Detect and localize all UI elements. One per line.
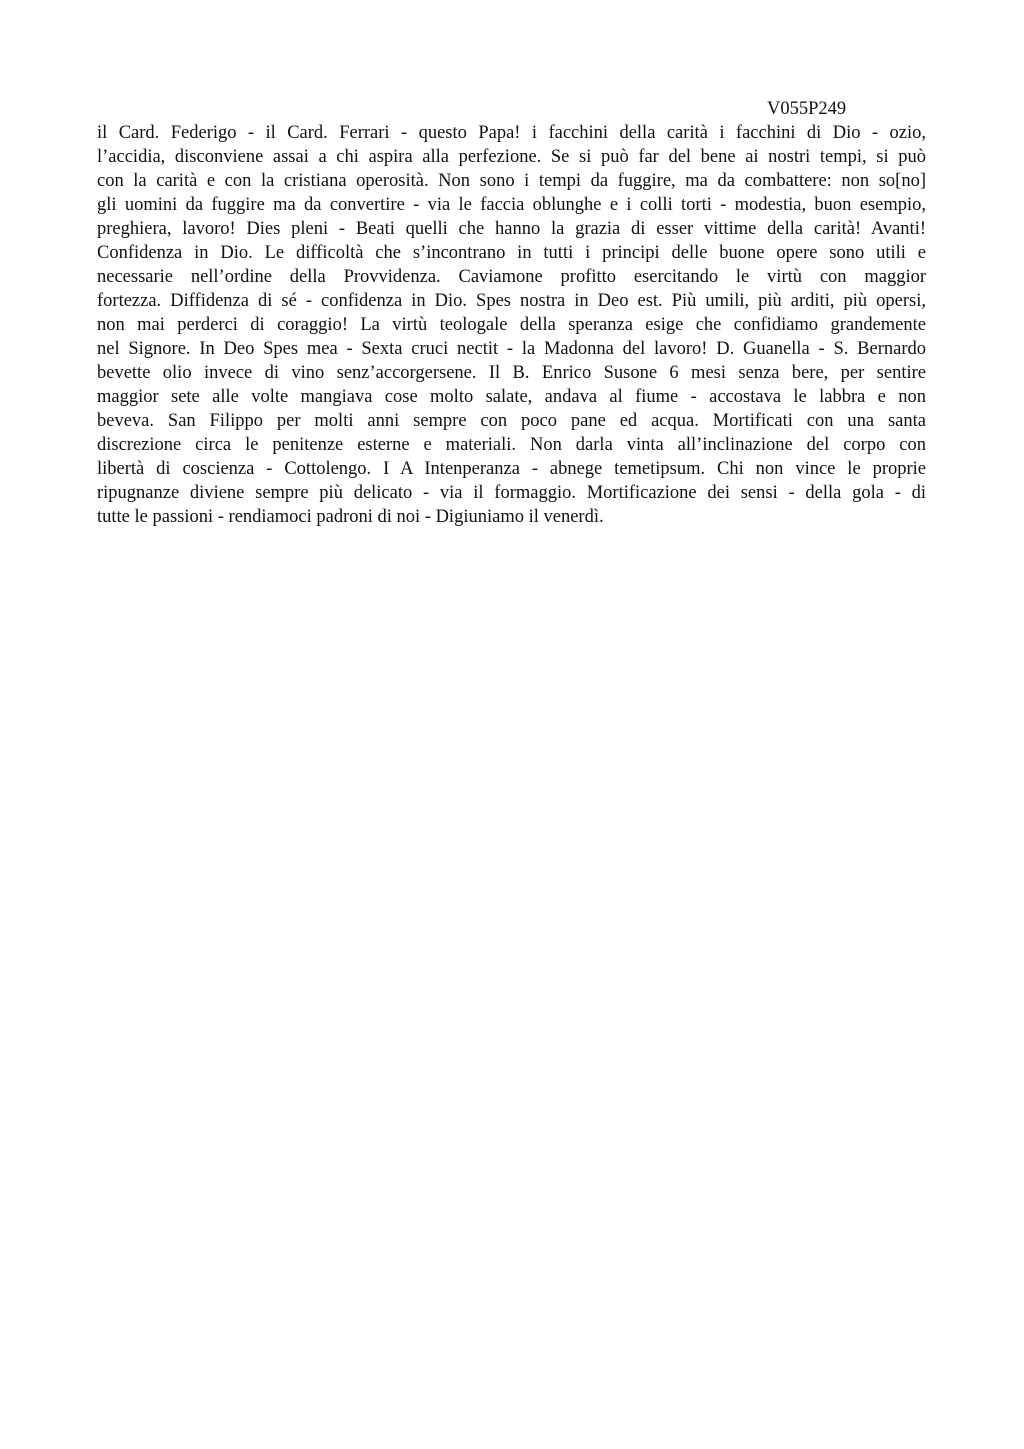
text-line: il Card. Federigo - il Card. Ferrari - questo Papa! i facchini della carità i facchini di Dio - ozio, [97,123,926,143]
text-line: fortezza. Diffidenza di sé - confidenza in Dio. Spes nostra in Deo est. Più umili, più arditi, più opersi, [97,291,926,311]
text-line: bevette olio invece di vino senz’accorgersene. Il B. Enrico Susone 6 mesi senza bere, per sentire [97,363,926,383]
text-line: discrezione circa le penitenze esterne e materiali. Non darla vinta all’inclinazione del corpo con [97,435,926,455]
text-line: necessarie nell’ordine della Provvidenza. Caviamone profitto esercitando le virtù con maggior [97,267,926,287]
text-line: beveva. San Filippo per molti anni sempre con poco pane ed acqua. Mortificati con una santa [97,411,926,431]
text-line: l’accidia, disconviene assai a chi aspira alla perfezione. Se si può far del bene ai nostri tempi, si può [97,147,926,167]
text-line: ripugnanze diviene sempre più delicato - via il formaggio. Mortificazione dei sensi - della gola - di [97,483,926,503]
text-line: maggior sete alle volte mangiava cose molto salate, andava al fiume - accostava le labbra e non [97,387,926,407]
text-line: Confidenza in Dio. Le difficoltà che s’incontrano in tutti i principi delle buone opere sono utili e [97,243,926,263]
page-reference: V055P249 [767,99,847,119]
text-line: gli uomini da fuggire ma da convertire - via le faccia oblunghe e i colli torti - modestia, buon esempio, [97,195,926,215]
text-line: preghiera, lavoro! Dies pleni - Beati quelli che hanno la grazia di esser vittime della carità! Avanti! [97,219,926,239]
body-paragraph [97,121,926,529]
text-line: libertà di coscienza - Cottolengo. I A Intenperanza - abnege temetipsum. Chi non vince le proprie [97,459,926,479]
text-line: con la carità e con la cristiana operosità. Non sono i tempi da fuggire, ma da combattere: non so[no] [97,171,926,191]
text-line: non mai perderci di coraggio! La virtù teologale della speranza esige che confidiamo grandemente [97,315,926,335]
text-line: tutte le passioni - rendiamoci padroni di noi - Digiuniamo il venerdì. [97,507,604,527]
text-line: nel Signore. In Deo Spes mea - Sexta cruci nectit - la Madonna del lavoro! D. Guanella - S. Bernardo [97,339,926,359]
